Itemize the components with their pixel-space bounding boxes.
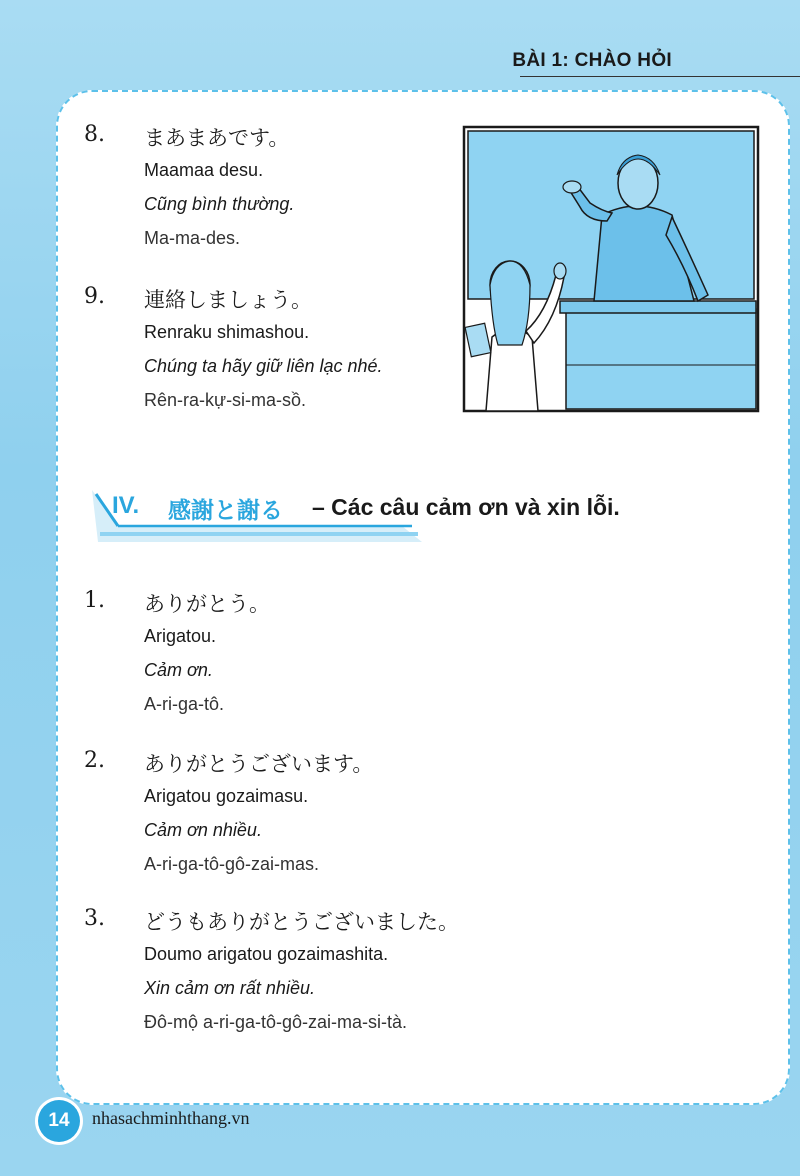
lesson-title: BÀI 1: CHÀO HỎI: [512, 50, 672, 71]
vietnamese-meaning: Xin cảm ơn rất nhiều.: [144, 978, 315, 998]
japanese-phrase: 連絡しましょう。: [144, 288, 312, 312]
romaji-text: Arigatou.: [144, 626, 217, 646]
japanese-phrase: ありがとうございます。: [144, 752, 374, 776]
japanese-phrase: どうもありがとうございました。: [144, 910, 459, 934]
section-roman-numeral: IV.: [112, 492, 140, 519]
japanese-phrase: ありがとう。: [144, 592, 270, 616]
pronunciation-text: Ma-ma-des.: [144, 228, 241, 248]
vietnamese-meaning: Cũng bình thường.: [144, 194, 295, 214]
pronunciation-text: A-ri-ga-tô-gô-zai-mas.: [144, 854, 320, 874]
romaji-text: Arigatou gozaimasu.: [144, 786, 309, 806]
entry-number: 1.: [84, 588, 105, 613]
romaji-text: Maamaa desu.: [144, 160, 264, 180]
romaji-text: Doumo arigatou gozaimashita.: [144, 944, 389, 964]
section-heading: [82, 486, 702, 556]
vietnamese-meaning: Cảm ơn nhiều.: [144, 820, 262, 840]
entry-number: 8.: [84, 122, 105, 147]
pronunciation-text: Đô-mộ a-ri-ga-tô-gô-zai-ma-si-tà.: [144, 1012, 408, 1032]
header-underline: [520, 76, 800, 77]
entry-number: 9.: [84, 284, 105, 309]
section-japanese-title: 感謝と謝る: [168, 498, 283, 524]
entry-number: 3.: [84, 906, 105, 931]
page-header: [0, 48, 800, 88]
entry-number: 2.: [84, 748, 105, 773]
japanese-phrase: まあまあです。: [144, 126, 290, 150]
vietnamese-meaning: Cảm ơn.: [144, 660, 213, 680]
vietnamese-meaning: Chúng ta hãy giữ liên lạc nhé.: [144, 356, 383, 376]
pronunciation-text: A-ri-ga-tô.: [144, 694, 225, 714]
romaji-text: Renraku shimashou.: [144, 322, 310, 342]
website-url: nhasachminhthang.vn: [92, 1108, 250, 1128]
pronunciation-text: Rên-ra-kự-si-ma-sồ.: [144, 390, 307, 410]
page-number-badge: 14: [38, 1100, 80, 1142]
teacher-student-illustration: [462, 125, 760, 413]
section-vietnamese-title: – Các câu cảm ơn và xin lỗi.: [312, 494, 620, 520]
